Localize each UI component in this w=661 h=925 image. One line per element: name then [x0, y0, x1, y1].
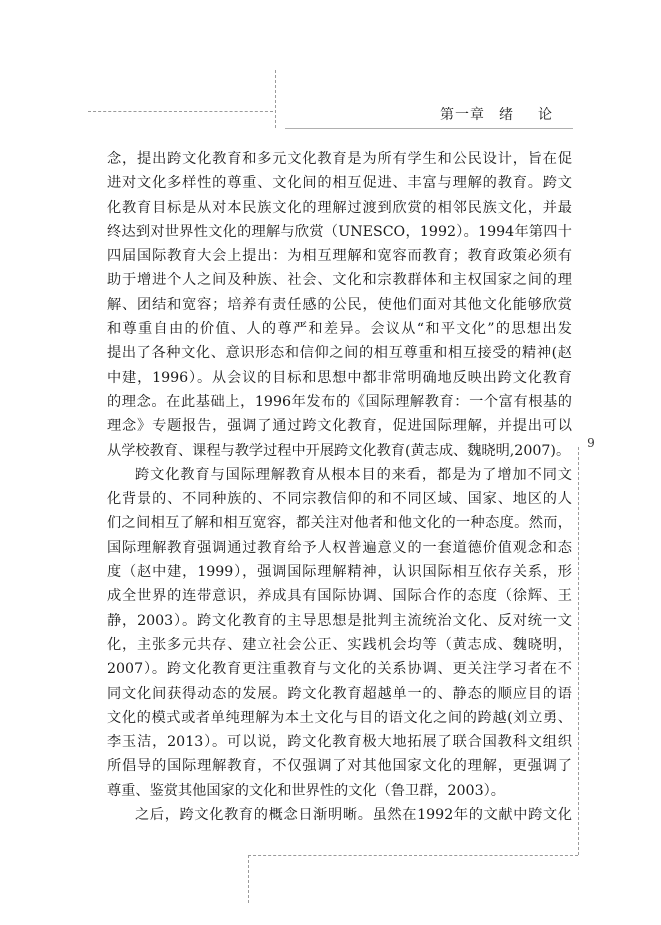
text-line: 同文化间获得动态的发展。跨文化教育超越单一的、静态的顺应目的语: [107, 685, 572, 702]
chapter-label: 第一章: [440, 107, 485, 123]
chapter-title-char-2: 论: [538, 107, 553, 123]
text-line: 化背景的、不同种族的、不同宗教信仰的和不同区域、国家、地区的人: [107, 491, 572, 508]
text-line: 终达到对世界性文化的理解与欣赏（UNESCO，1992）。1994年第四十: [107, 223, 572, 240]
text-line: 李玉洁，2013）。可以说，跨文化教育极大地拓展了联合国教科文组织: [107, 734, 572, 751]
text-line: 化教育目标是从对本民族文化的理解过渡到欣赏的相邻民族文化，并最: [107, 199, 572, 216]
header-underline: [285, 128, 573, 129]
text-line: 中建，1996）。从会议的目标和思想中都非常明确地反映出跨文化教育: [107, 369, 572, 386]
page-number: 9: [579, 432, 603, 456]
header-vertical-dashed-rule: [275, 70, 276, 128]
text-line: 文化的模式或者单纯理解为本土文化与目的语文化之间的跨越(刘立勇、: [107, 709, 572, 726]
text-line: 进对文化多样性的尊重、文化间的相互促进、丰富与理解的教育。跨文: [107, 175, 572, 192]
text-line: 的理念。在此基础上，1996年发布的《国际理解教育：一个富有根基的: [107, 393, 572, 410]
text-line: 化，主张多元共存、建立社会公正、实践机会均等（黄志成、魏晓明，: [107, 636, 572, 653]
text-line: 静，2003）。跨文化教育的主导思想是批判主流统治文化、反对统一文: [107, 612, 572, 629]
text-line: 所倡导的国际理解教育，不仅强调了对其他国家文化的理解，更强调了: [107, 758, 572, 775]
text-line: 度（赵中建，1999），强调国际理解精神，认识国际相互依存关系，形: [107, 564, 572, 581]
text-line: 们之间相互了解和相互宽容，都关注对他者和他文化的一种态度。然而，: [107, 515, 572, 532]
text-line: 从学校教育、课程与教学过程中开展跨文化教育(黄志成、魏晓明,2007)。: [107, 442, 571, 459]
text-line: 尊重、鉴赏其他国家的文化和世界性的文化（鲁卫群，2003）。: [107, 782, 505, 799]
text-line: 成全世界的连带意识，养成具有国际协调、国际合作的态度（徐辉、王: [107, 588, 572, 605]
text-line: 理念》专题报告，强调了通过跨文化教育，促进国际理解，并提出可以: [107, 418, 572, 435]
side-vertical-dashed-rule: [578, 447, 579, 855]
text-line: 四届国际教育大会上提出：为相互理解和宽容而教育；教育政策必须有: [107, 248, 572, 265]
text-line: 解、团结和宽容；培养有责任感的公民，使他们面对其他文化能够欣赏: [107, 296, 572, 313]
text-line: 国际理解教育强调通过教育给予人权普遍意义的一套道德价值观念和态: [107, 539, 572, 556]
chapter-title-char-1: 绪: [499, 107, 514, 123]
running-head: [440, 104, 553, 124]
header-dashed-rule: [88, 111, 273, 112]
text-line: 助于增进个人之间及种族、社会、文化和宗教群体和主权国家之间的理: [107, 272, 572, 289]
body-text: [107, 147, 572, 827]
footer-dashed-rule: [248, 855, 578, 856]
text-line: 提出了各种文化、意识形态和信仰之间的相互尊重和相互接受的精神(赵: [107, 345, 572, 362]
text-line: 念，提出跨文化教育和多元文化教育是为所有学生和公民设计，旨在促: [107, 151, 572, 167]
paragraph-first-line: 跨文化教育与国际理解教育从根本目的来看，都是为了增加不同文: [135, 466, 572, 483]
text-line: 2007）。跨文化教育更注重教育与文化的关系协调、更关注学习者在不: [107, 661, 572, 678]
paragraph-first-line: 之后，跨文化教育的概念日渐明晰。虽然在1992年的文献中跨文化: [135, 807, 572, 824]
footer-vertical-dashed-rule: [248, 855, 249, 903]
text-line: 和尊重自由的价值、人的尊严和差异。会议从“和平文化”的思想出发: [107, 321, 572, 338]
